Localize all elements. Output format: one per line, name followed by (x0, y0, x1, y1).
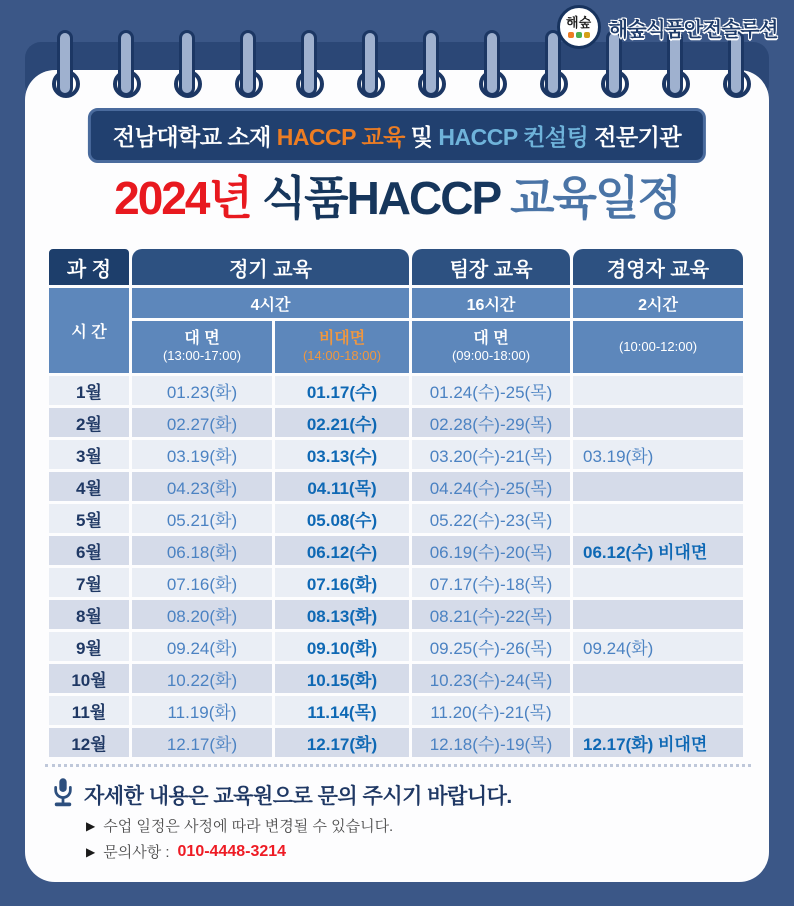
banner-text-2: 및 (404, 124, 439, 150)
month-cell: 5월 (49, 504, 129, 533)
header-hours-regular: 4시간 (132, 288, 409, 318)
binder-ring (111, 28, 147, 112)
microphone-icon (52, 777, 74, 813)
month-cell: 3월 (49, 440, 129, 469)
page-title (0, 162, 794, 228)
regular-online-date: 01.17(수) (275, 376, 409, 405)
regular-online-date: 12.17(화) (275, 728, 409, 757)
binder-ring (355, 28, 391, 112)
logo-badge-text: 해숲 (566, 15, 592, 30)
regular-online-date: 04.11(목) (275, 472, 409, 501)
leader-date: 08.21(수)-22(목) (412, 600, 570, 629)
title-subject: 식품HACCP (250, 172, 511, 224)
manager-date: 06.12(수) 비대면 (573, 536, 743, 565)
footer-note-schedule-change (86, 815, 393, 836)
header-f2f-leader: 대 면 (09:00-18:00) (412, 321, 570, 373)
manager-date (573, 472, 743, 501)
table-row (49, 408, 743, 437)
leader-date: 06.19(수)-20(목) (412, 536, 570, 565)
manager-date (573, 696, 743, 725)
logo-badge-icon (557, 5, 601, 49)
regular-f2f-date: 01.23(화) (132, 376, 272, 405)
table-row (49, 568, 743, 597)
regular-f2f-date: 08.20(화) (132, 600, 272, 629)
binder-ring (416, 28, 452, 112)
schedule-table (46, 246, 746, 760)
header-time: 시 간 (49, 288, 129, 373)
regular-f2f-date: 02.27(화) (132, 408, 272, 437)
header-course: 과 정 (49, 249, 129, 285)
table-row (49, 440, 743, 469)
logo-badge-dots (568, 32, 590, 38)
binder-ring (233, 28, 269, 112)
leader-date: 09.25(수)-26(목) (412, 632, 570, 661)
contact-phone-number: 010-4448-3214 (177, 842, 287, 860)
manager-date (573, 408, 743, 437)
regular-online-date: 02.21(수) (275, 408, 409, 437)
regular-f2f-date: 07.16(화) (132, 568, 272, 597)
regular-f2f-date: 11.19(화) (132, 696, 272, 725)
logo-name: 해숲식품안전솔루션 (608, 18, 778, 41)
binder-ring (50, 28, 86, 112)
leader-date: 04.24(수)-25(목) (412, 472, 570, 501)
leader-date: 11.20(수)-21(목) (412, 696, 570, 725)
binder-ring (172, 28, 208, 112)
binder-ring (477, 28, 513, 112)
manager-date (573, 664, 743, 693)
leader-date: 12.18(수)-19(목) (412, 728, 570, 757)
regular-f2f-date: 03.19(화) (132, 440, 272, 469)
leader-date: 02.28(수)-29(목) (412, 408, 570, 437)
regular-online-date: 05.08(수) (275, 504, 409, 533)
regular-online-date: 11.14(목) (275, 696, 409, 725)
leader-date: 07.17(수)-18(목) (412, 568, 570, 597)
manager-date (573, 600, 743, 629)
regular-f2f-date: 05.21(화) (132, 504, 272, 533)
banner-haccp-education: HACCP 교육 (276, 124, 405, 150)
month-cell: 11월 (49, 696, 129, 725)
month-cell: 4월 (49, 472, 129, 501)
bullet-icon: ▶ (86, 818, 96, 833)
table-row (49, 696, 743, 725)
table-row (49, 600, 743, 629)
leader-date: 01.24(수)-25(목) (412, 376, 570, 405)
regular-f2f-date: 10.22(화) (132, 664, 272, 693)
month-cell: 7월 (49, 568, 129, 597)
manager-date: 12.17(화) 비대면 (573, 728, 743, 757)
manager-date (573, 504, 743, 533)
header-regular-education: 정기 교육 (132, 249, 409, 285)
regular-f2f-date: 04.23(화) (132, 472, 272, 501)
header-manager-education: 경영자 교육 (573, 249, 743, 285)
binder-ring (294, 28, 330, 112)
regular-online-date: 03.13(수) (275, 440, 409, 469)
footer-divider (45, 764, 751, 767)
leader-date: 05.22(수)-23(목) (412, 504, 570, 533)
month-cell: 6월 (49, 536, 129, 565)
title-schedule: 교육일정 (510, 172, 680, 224)
banner-text-1: 전남대학교 소재 (112, 124, 277, 150)
regular-online-date: 09.10(화) (275, 632, 409, 661)
header-time-manager: (10:00-12:00) (573, 321, 743, 373)
manager-date: 03.19(화) (573, 440, 743, 469)
table-row (49, 472, 743, 501)
banner-text-3: 전문기관 (588, 124, 682, 150)
month-cell: 10월 (49, 664, 129, 693)
header-hours-manager: 2시간 (573, 288, 743, 318)
header-online-regular: 비대면 (14:00-18:00) (275, 321, 409, 373)
company-logo (557, 5, 778, 49)
regular-online-date: 06.12(수) (275, 536, 409, 565)
table-row (49, 728, 743, 757)
table-row (49, 536, 743, 565)
table-row (49, 376, 743, 405)
table-row (49, 632, 743, 661)
header-f2f-regular: 대 면 (13:00-17:00) (132, 321, 272, 373)
manager-date: 09.24(화) (573, 632, 743, 661)
table-row (49, 504, 743, 533)
banner-haccp-consulting: HACCP 컨설팅 (438, 124, 589, 150)
header-leader-education: 팀장 교육 (412, 249, 570, 285)
footer-heading-text: 자세한 내용은 교육원으로 문의 주시기 바랍니다. (84, 785, 512, 808)
regular-online-date: 08.13(화) (275, 600, 409, 629)
regular-f2f-date: 09.24(화) (132, 632, 272, 661)
month-cell: 9월 (49, 632, 129, 661)
footer-contact (86, 841, 286, 862)
leader-date: 10.23(수)-24(목) (412, 664, 570, 693)
contact-label: 문의사항 : (103, 844, 170, 861)
regular-f2f-date: 12.17(화) (132, 728, 272, 757)
institution-banner (88, 108, 706, 163)
month-cell: 8월 (49, 600, 129, 629)
regular-online-date: 07.16(화) (275, 568, 409, 597)
regular-f2f-date: 06.18(화) (132, 536, 272, 565)
title-year: 2024년 (114, 172, 251, 224)
manager-date (573, 376, 743, 405)
bullet-icon: ▶ (86, 844, 96, 859)
month-cell: 2월 (49, 408, 129, 437)
header-hours-leader: 16시간 (412, 288, 570, 318)
table-row (49, 664, 743, 693)
month-cell: 1월 (49, 376, 129, 405)
regular-online-date: 10.15(화) (275, 664, 409, 693)
month-cell: 12월 (49, 728, 129, 757)
leader-date: 03.20(수)-21(목) (412, 440, 570, 469)
manager-date (573, 568, 743, 597)
footer-note-text: 수업 일정은 사정에 따라 변경될 수 있습니다. (103, 818, 394, 835)
footer-heading (52, 777, 512, 813)
